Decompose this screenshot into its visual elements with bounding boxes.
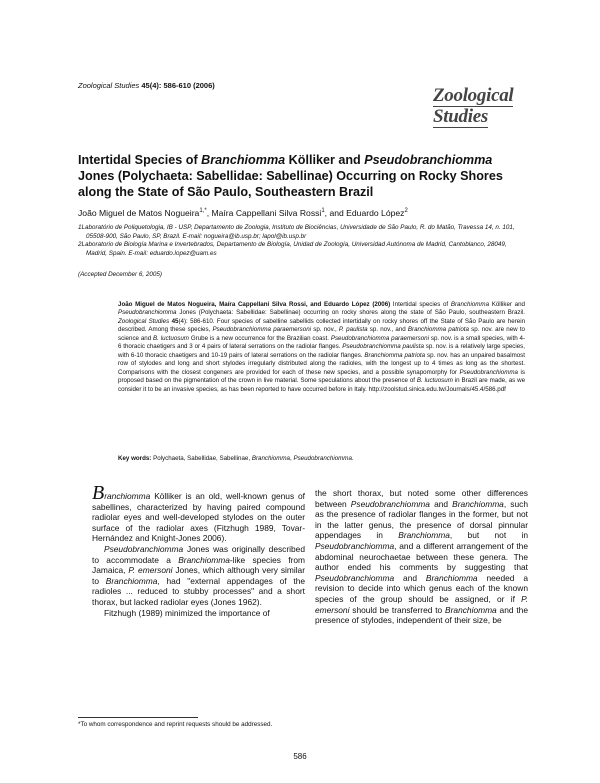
affiliations: [78, 224, 528, 258]
body-text: Fitzhugh (1989) minimized the importance of: [104, 607, 270, 618]
body-text: , and a different arrangement of the abdominal neurochaetae between these genera. The author ended his comments by suggesting that: [315, 540, 528, 573]
body-column-right: [315, 488, 528, 626]
accepted-date: (Accepted December 6, 2005): [78, 271, 163, 278]
body-text: Jones was originally described to accommodate a: [92, 543, 305, 565]
body-text: needed a revision to decide into which genus each of the known species of the group should be assigned, or if: [315, 572, 528, 604]
author-name: , Maíra Cappellani Silva Rossi: [206, 208, 322, 218]
body-genus: Branchiomma: [452, 498, 504, 509]
body-genus: Pseudobranchiomma: [315, 572, 395, 583]
abstract-text: sp. nov. are new to science and: [118, 326, 525, 342]
abstract-authors: João Miguel de Matos Nogueira, Maíra Cappellani Silva Rossi, and Eduardo López (2006): [118, 301, 391, 308]
abstract-species: Pseudobranchiomma paulista: [342, 343, 424, 351]
body-text: Kölliker is an old, well-known genus of sabellines, characterized by having paired compound radiolar eyes and well-developed stylodes on the outer surface of the radiolar axes (Fitzhugh 1989, Tovar-Hernández and Knight-Jones 2006).: [92, 491, 305, 544]
body-text: and the presence of stylodes, independent of their size, be: [315, 604, 528, 626]
abstract-species: Pseudobranchiomma: [459, 368, 519, 376]
title-genus: Pseudobranchiomma: [364, 153, 493, 167]
body-genus: Pseudobranchiomma: [350, 498, 430, 509]
abstract-text: is proposed based on the pigmentation of the crown in live material. Some speculations about the presence of: [118, 368, 526, 385]
body-text: and: [394, 572, 426, 583]
abstract-text: sp. nov. has an unpaired basalmost row of stylodes and long and short stylodes irregularly distributed along the radioles, with the longest up to 4 times as long as the shortest. Comparisons with the closest congeners are provided for each of these new species, and a possible synapomorphy for: [118, 351, 525, 376]
keywords: [118, 455, 525, 462]
body-text: and: [429, 498, 453, 509]
abstract-volume: 45: [169, 317, 179, 325]
page-number: 586: [293, 752, 307, 761]
abstract: [118, 301, 525, 394]
body-text: -like species from Jamaica,: [92, 554, 305, 576]
abstract-species: B. luctuosum: [416, 377, 453, 385]
body-genus: P. emersoni: [315, 593, 528, 615]
abstract-species: Pseudobranchiomma paraemersoni: [330, 334, 429, 342]
author-sup: 1: [321, 208, 325, 215]
paper-title: [78, 152, 528, 200]
footnote: *To whom correspondence and reprint requests should be addressed.: [78, 721, 273, 728]
abstract-species: Branchiomma patriota: [407, 326, 469, 334]
title-part: Kölliker and: [285, 153, 365, 167]
body-text: Jones, which although very similar to: [92, 565, 306, 586]
body-genus: Branchiomma: [105, 575, 158, 586]
journal-name: Zoological Studies: [78, 81, 140, 90]
abstract-text: in Brazil are made, as we consider it to be an invasive species, as has been reported to have occurred before in Italy. http://zoolstud.sinica.edu.tw/Journals/45.4/586.pdf: [118, 377, 526, 393]
body-paragraph: [92, 544, 305, 608]
body-text: , but not in: [449, 530, 528, 541]
body-text: , had "external appendages of the radioles ... reduced to stubby processes" and a short thorax, but lacked radiolar eyes (Jones 1962).: [92, 575, 306, 607]
keywords-genus: Pseudobranchiomma: [293, 455, 352, 462]
footnote-divider: [78, 717, 198, 718]
author-sup: 1,*: [199, 208, 207, 215]
abstract-text: sp. nov. is a small species, with 4-6 thoracic chaetigers and 3 or 4 pairs of lateral serrations on the radiolar flanges.: [118, 334, 526, 351]
body-genus: ranchiomma: [104, 491, 151, 501]
logo-line1: Zoological: [433, 85, 514, 106]
affiliation-2: 2Laboratorio de Biología Marina e Invertebrados, Departamento de Biología, Unidad de Zoología, Universidad Autónoma de Madrid, Cantoblanco, 28049, Madrid, Spain. E-mail: eduardo.lopez@uam.es: [78, 241, 507, 257]
drop-cap: B: [92, 482, 105, 504]
body-paragraph: [92, 482, 305, 544]
body-genus: Branchiomma: [398, 530, 450, 541]
abstract-species: Pseudobranchiomma paraemersoni: [212, 326, 312, 334]
abstract-text: Grube is a new occurrence for the Brazilian coast.: [188, 334, 331, 342]
abstract-species: B. luctuosum: [153, 334, 189, 342]
abstract-journal: Zoological Studies: [118, 317, 170, 325]
abstract-genus: Pseudobranchiomma: [118, 309, 177, 317]
abstract-text: (4): 586-610. Four species of sabelline sabellids collected intertidally on rocky shores off the State of São Paulo are herein described. Among these species,: [118, 317, 526, 334]
body-paragraph: [315, 488, 528, 626]
title-part: Jones (Polychaeta: Sabellidae: Sabellinae) Occurring on Rocky Shores along the State of São Paulo, Southeastern Brazil: [78, 169, 503, 199]
abstract-species: Branchiomma patriota: [364, 351, 426, 359]
title-part: Intertidal Species of: [78, 153, 202, 167]
body-paragraph: [92, 608, 305, 619]
abstract-text: sp. nov.,: [311, 326, 339, 334]
body-text: the short thorax, but noted some other differences between: [315, 488, 528, 509]
keywords-text: .: [351, 455, 354, 462]
authors: [78, 208, 528, 218]
body-genus: Pseudobranchiomma: [104, 543, 184, 554]
author-name: João Miguel de Matos Nogueira: [78, 208, 200, 218]
keywords-text: Polychaeta, Sabellidae, Sabellinae,: [151, 455, 252, 462]
abstract-text: sp. nov. is a relatively large species, with 6-10 thoracic chaetigers and 10-19 pairs of lateral serrations on the radiolar flanges.: [118, 343, 525, 359]
keywords-text: ,: [289, 455, 294, 462]
body-genus: Pseudobranchiomma: [315, 540, 395, 551]
keywords-genus: Branchiomma: [251, 455, 290, 462]
logo-line2: Studies: [433, 106, 488, 127]
keywords-label: Key words:: [118, 455, 152, 462]
journal-reference: [78, 81, 215, 90]
abstract-species: P. paulista: [338, 326, 368, 334]
volume-issue: 45(4): 586-610 (2006): [141, 81, 215, 90]
abstract-genus: Branchiomma: [450, 301, 490, 308]
abstract-text: Jones (Polychaeta: Sabellidae: Sabellinae) occurring on rocky shores along the state of São Paulo, southeastern Brazil.: [176, 309, 525, 317]
affiliation-1: 1Laboratório de Poliquetologia, IB - USP, Departamento de Zoologia, Instituto de Biociências, Universidade de São Paulo, R. do Matão, Travessa 14, n. 101, 05508-900, São Paulo, SP, Brazil. E-mail: nogueira@ib.usp.br; lapol@ib.usp.br: [78, 224, 515, 240]
body-text: , such as the presence of radiolar flanges in the former, but not in the latter genus, the presence of dorsal pinnular appendages in: [315, 498, 528, 541]
abstract-text: Intertidal species of: [390, 301, 451, 308]
title-genus: Branchiomma: [201, 153, 286, 167]
body-genus: Branchiomma: [445, 604, 497, 615]
body-genus: Branchiomma: [178, 554, 230, 565]
author-name: , and Eduardo López: [324, 208, 405, 218]
journal-logo: [433, 86, 525, 128]
abstract-text: Kölliker and: [489, 301, 525, 308]
body-genus: P. emersoni: [128, 565, 173, 576]
abstract-text: sp. nov., and: [367, 326, 408, 334]
body-text: should be transferred to: [349, 604, 446, 615]
body-genus: Branchiomma: [425, 572, 478, 583]
body-column-left: [92, 482, 306, 618]
author-sup: 2: [404, 208, 408, 215]
